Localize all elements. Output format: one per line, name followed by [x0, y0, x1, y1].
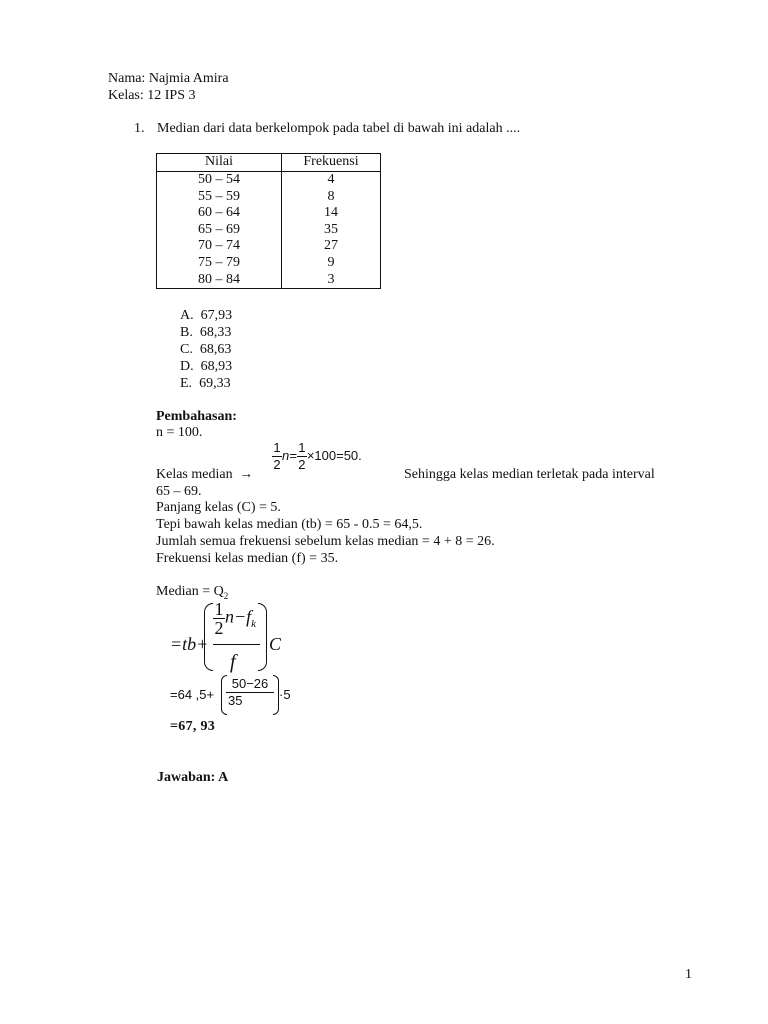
cell-nilai: 60 – 64: [157, 205, 282, 222]
option-letter: C.: [180, 342, 193, 357]
arrow-icon: →: [239, 467, 254, 482]
table-row: [157, 172, 381, 189]
kelas-median-text: Kelas median: [156, 467, 233, 482]
eq2-denominator: 35: [228, 693, 243, 708]
jumlah-frekuensi: Jumlah semua frekuensi sebelum kelas median = 4 + 8 = 26.: [156, 534, 495, 549]
option-a: [180, 307, 232, 324]
option-value: 67,93: [200, 308, 233, 323]
option-letter: A.: [180, 308, 194, 323]
name-line: [108, 70, 229, 87]
cell-frekuensi: 35: [324, 221, 338, 237]
option-d: [180, 358, 232, 375]
name-label: Nama:: [108, 71, 146, 86]
eq2-fraction: [226, 676, 274, 709]
table-header-row: [157, 154, 381, 172]
cell-frekuensi: 9: [327, 254, 335, 270]
half-n-formula: [272, 440, 362, 473]
tepi-bawah: Tepi bawah kelas median (tb) = 65 - 0.5 = 64,5.: [156, 517, 423, 532]
eq2-numerator: 50−26: [226, 676, 274, 693]
name-value: Najmia Amira: [148, 71, 229, 86]
option-value: 68,63: [199, 342, 232, 357]
option-e: [180, 375, 231, 392]
cell-nilai: 50 – 54: [157, 172, 282, 189]
table-row: [157, 205, 381, 222]
formula-n: n=: [282, 447, 297, 463]
table-row: [157, 189, 381, 206]
cell-nilai: 80 – 84: [157, 272, 282, 289]
kelas-median-label: [156, 466, 253, 483]
median-text: Median = Q: [156, 584, 224, 599]
eq2-lhs: =64 ,5+: [170, 687, 215, 702]
eq1-lhs: =tb+: [170, 634, 209, 654]
fraction-denominator: 2: [214, 618, 224, 638]
median-subscript: 2: [223, 590, 229, 601]
eq1-fraction-bar: [213, 644, 260, 645]
cell-frekuensi: 4: [327, 172, 335, 187]
cell-frekuensi: 3: [327, 271, 335, 287]
cell-nilai: 75 – 79: [157, 255, 282, 272]
right-paren-large: [258, 603, 267, 671]
eq1-num-sub: k: [251, 618, 257, 631]
fraction-half: [272, 440, 282, 473]
table-row: [157, 222, 381, 239]
question-number: 1.: [134, 121, 145, 136]
frekuensi-median: Frekuensi kelas median (f) = 35.: [156, 551, 339, 566]
eq1-half: [213, 600, 225, 637]
eq3-result: =67, 93: [170, 719, 216, 734]
cell-nilai: 55 – 59: [157, 189, 282, 206]
class-line: [108, 87, 196, 104]
fraction-denominator: 2: [298, 457, 306, 472]
option-value: 68,33: [199, 325, 232, 340]
sehingga-text: Sehingga kelas median terletak pada interval: [404, 467, 655, 482]
cell-nilai: 70 – 74: [157, 238, 282, 255]
eq2-tail: ·5: [279, 687, 291, 702]
answer: Jawaban: A: [157, 770, 229, 785]
column-header-nilai: Nilai: [157, 154, 282, 172]
cell-frekuensi: 27: [324, 238, 338, 254]
page-number: 1: [685, 967, 692, 982]
class-value: 12 IPS 3: [147, 88, 196, 103]
table-row: [157, 238, 381, 255]
option-value: 69,33: [199, 376, 231, 391]
fraction-numerator: 1: [214, 599, 224, 619]
option-letter: E.: [180, 376, 193, 391]
left-paren-large: [204, 603, 213, 671]
option-c: [180, 341, 231, 358]
fraction-denominator: 2: [273, 457, 281, 472]
n-line: n = 100.: [156, 425, 203, 440]
eq1-numerator: [213, 600, 256, 637]
table-row: [157, 272, 381, 289]
fraction-half-2: [297, 440, 307, 473]
cell-frekuensi: 14: [324, 205, 338, 221]
table-row: [157, 255, 381, 272]
eq1-denominator: f: [230, 651, 236, 673]
option-value: 68,93: [200, 359, 233, 374]
panjang-kelas: Panjang kelas (C) = 5.: [156, 500, 281, 515]
frequency-table: [156, 153, 381, 289]
class-label: Kelas:: [108, 88, 144, 103]
column-header-frekuensi: Frekuensi: [282, 154, 381, 172]
cell-frekuensi: 8: [327, 188, 335, 204]
cell-nilai: 65 – 69: [157, 222, 282, 239]
eq1-num-rest: n−f: [225, 606, 252, 627]
formula-tail: ×100=50.: [306, 447, 362, 463]
question-text: Median dari data berkelompok pada tabel di bawah ini adalah ....: [157, 121, 521, 136]
option-b: [180, 324, 231, 341]
fraction-numerator: 1: [273, 440, 281, 455]
solution-heading: Pembahasan:: [156, 409, 237, 424]
eq1-tail: C: [269, 634, 282, 654]
option-letter: D.: [180, 359, 194, 374]
fraction-numerator: 1: [298, 440, 306, 455]
interval-text: 65 – 69.: [156, 484, 202, 499]
option-letter: B.: [180, 325, 193, 340]
